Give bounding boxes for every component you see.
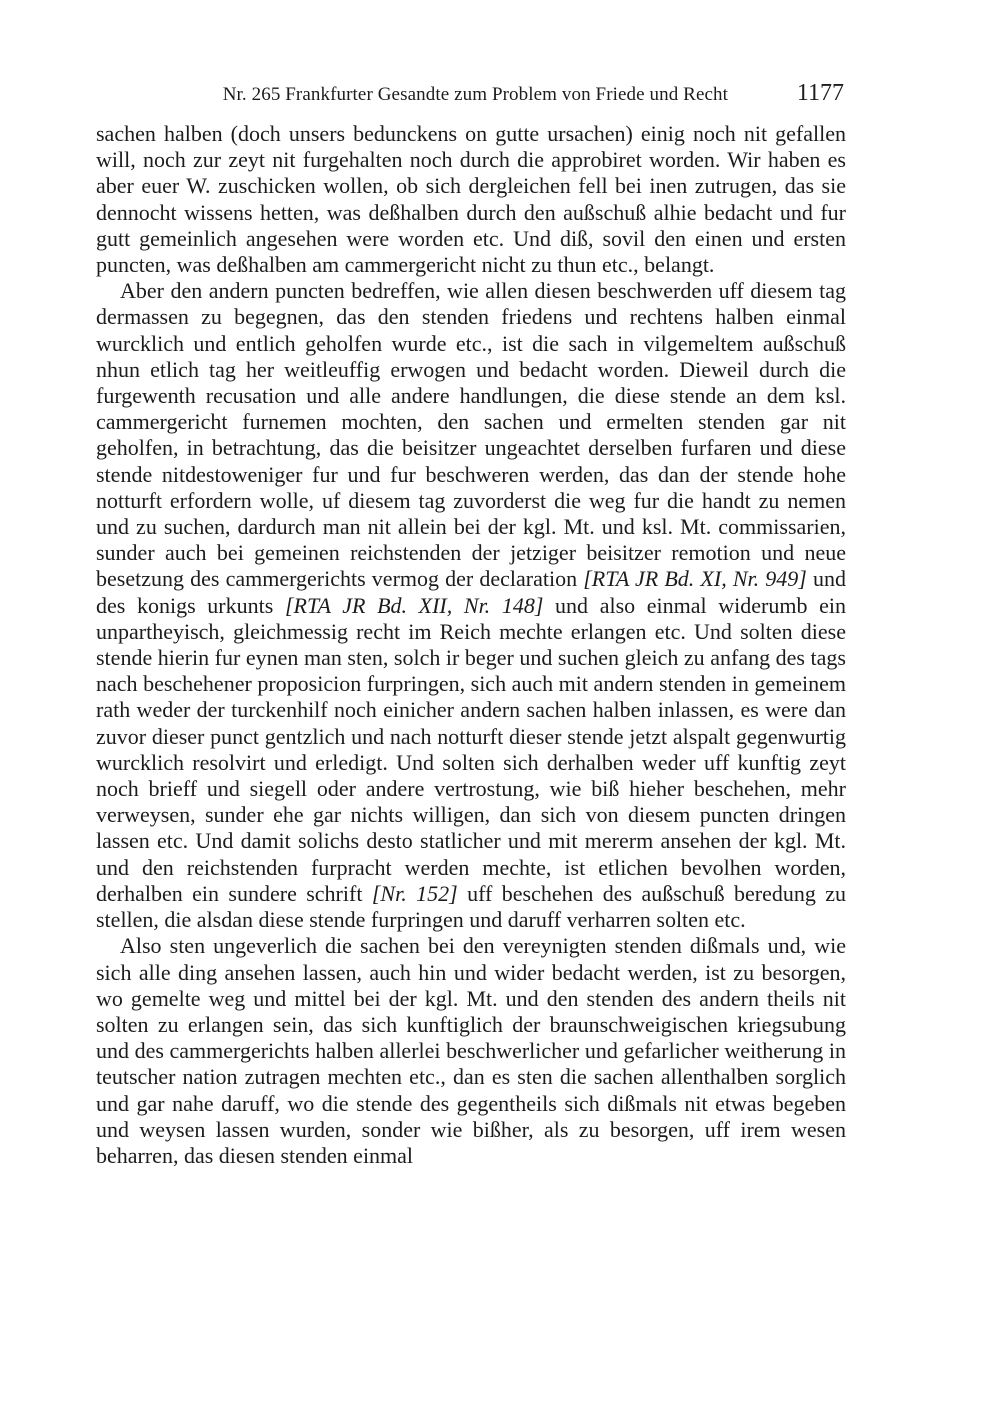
body-text bbox=[96, 121, 846, 1169]
running-title: Nr. 265 Frankfurter Gesandte zum Problem von Friede und Recht bbox=[222, 84, 728, 105]
running-header bbox=[96, 80, 846, 110]
paragraph-1: sachen halben (doch unsers bedunckens on gutte ursachen) einig noch nit gefallen will, noch zur zeyt nit furgehalten noch durch die approbiret worden. Wir haben es aber euer W. zuschicken wollen, ob sich dergleichen fell bei inen zutrugen, das sie dennocht wissens hetten, was deßhalben durch den außschuß alhie bedacht und fur gutt gemeinlich angesehen were worden etc. Und diß, sovil den einen und ersten puncten, was deßhalben am cammergericht nicht zu thun etc., belangt. bbox=[96, 121, 846, 278]
paragraph-2-part-c: und also einmal widerumb ein unpartheyisch, gleichmessig recht im Reich mechte erlangen etc. Und solten diese stende hierin fur eynen man sten, solch ir beger und suchen gleich zu anfang des tags nach beschehener proposicion furpringen, sich auch mit andern stenden in gemeinem rath weder der turckenhilf noch einicher andern sachen halben inlassen, es were dan zuvor dieser punct gentzlich und nach notturft dieser stende jetzt alspalt gegenwurtig wurcklich resolvirt und erledigt. Und solten sich derhalben weder uff kunftig zeyt noch brieff und siegell oder andere vertrostung, wie biß hieher beschehen, mehr verweysen, sunder ehe gar nichts willigen, dan sich von diesem puncten dringen lassen etc. Und damit solichs desto statlicher und mit mererm ansehen der kgl. Mt. und den reichstenden furpracht werden mechte, ist etlichen bevolhen worden, derhalben ein sundere schrift bbox=[96, 592, 847, 906]
citation-rta-xi-949: [RTA JR Bd. XI, Nr. 949] bbox=[583, 566, 807, 592]
page-number: 1177 bbox=[796, 80, 844, 106]
paragraph-2-part-d: uff beschehen des außschuß beredung zu stellen, die alsdan diese stende furpringen und daruff verharren solten etc. bbox=[96, 880, 846, 933]
paragraph-3: Also sten ungeverlich die sachen bei den vereynigten stenden dißmals und, wie sich alle ding ansehen lassen, auch hin und wider bedacht werden, ist zu besorgen, wo gemelte weg und mittel bei der kgl. Mt. und den stenden des andern theils nit solten zu erlangen sein, das sich kunftiglich der braunschweigischen kriegsubung und des cammergerichts halben allerlei beschwerlicher und gefarlicher weitherung in teutscher nation zutragen mechten etc., dan es sten die sachen allenthalben sorglich und gar nahe daruff, wo die stende des gegentheils sich dißmals nit etwas begeben und weysen lassen wurden, sonder wie bißher, als zu besorgen, uff irem wesen beharren, das diesen stenden einmal bbox=[96, 933, 846, 1168]
paragraph-2 bbox=[96, 278, 846, 933]
paragraph-2-part-a: Aber den andern puncten bedreffen, wie allen diesen beschwerden uff diesem tag dermassen zu begegnen, das den stenden friedens und rechtens halben einmal wurcklich und entlich geholfen wurde etc., ist die sach in vilgemeltem außschuß nhun etlich tag her weitleuffig erwogen und bedacht worden. Dieweil durch die furgewenth recusation und alle andere handlungen, die diese stende an dem ksl. cammergericht furnemen mochten, den sachen und ermelten stenden gar nit geholfen, in betrachtung, das die beisitzer ungeachtet derselben furfaren und diese stende nitdestoweniger fur und fur beschweren werden, das dan der stende hohe notturft erfordern wolle, uf diesem tag zuvorderst die weg fur die handt zu nemen und zu suchen, dardurch man nit allein bei der kgl. Mt. und ksl. Mt. commissarien, sunder auch bei gemeinen reichstenden der jetziger beisitzer remotion und neue besetzung des cammergerichts vermog der declaration bbox=[96, 278, 846, 592]
paragraph-2-part-b: und des konigs urkunts bbox=[96, 566, 846, 618]
citation-nr-152: [Nr. 152] bbox=[371, 880, 458, 906]
citation-rta-xii-148: [RTA JR Bd. XII, Nr. 148] bbox=[284, 592, 544, 618]
